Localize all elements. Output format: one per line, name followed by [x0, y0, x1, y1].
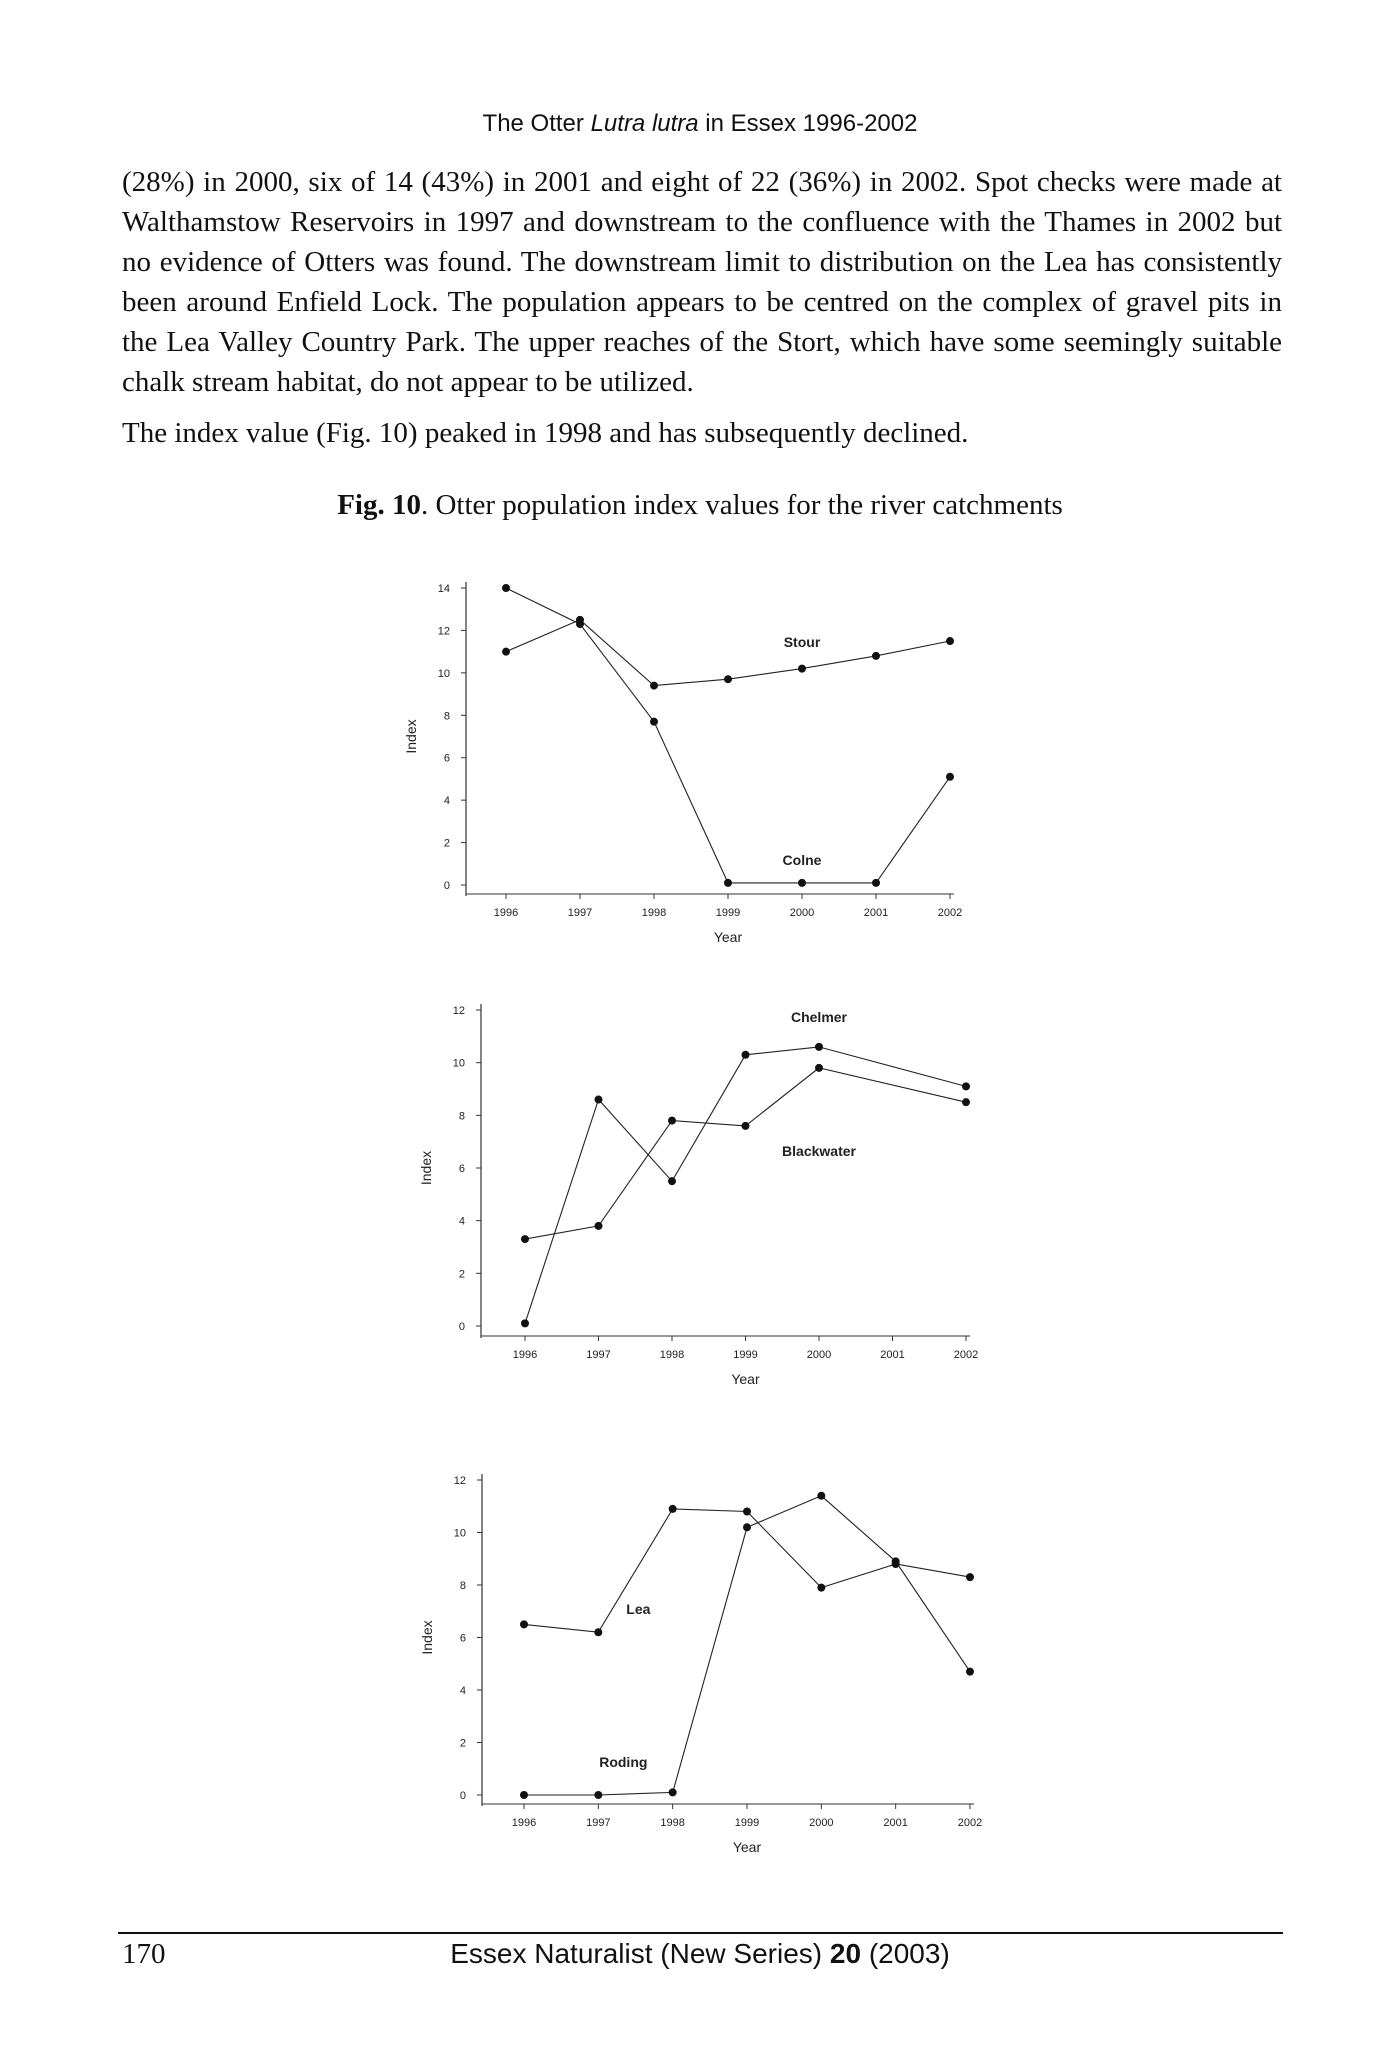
data-point-lea: [817, 1584, 825, 1592]
y-tick-label: 12: [452, 1005, 465, 1017]
data-point-roding: [520, 1791, 528, 1799]
data-point-roding: [966, 1668, 974, 1676]
y-tick-label: 10: [437, 667, 450, 680]
data-point-blackwater: [815, 1064, 823, 1072]
y-tick-label: 0: [443, 880, 450, 892]
y-tick-label: 0: [459, 1790, 466, 1802]
y-tick-label: 2: [458, 1268, 465, 1281]
x-tick-label: 2001: [883, 1817, 908, 1829]
page-number: 170: [122, 1938, 166, 1970]
series-label-lea: Lea: [626, 1601, 651, 1618]
data-point-lea: [743, 1508, 751, 1516]
y-tick-label: 6: [458, 1163, 465, 1175]
y-tick-label: 8: [459, 1580, 466, 1592]
series-line-roding: [524, 1496, 970, 1795]
series-line-blackwater: [525, 1068, 966, 1239]
y-tick-label: 2: [459, 1737, 466, 1750]
y-tick-label: 8: [443, 710, 450, 723]
x-tick-label: 1999: [734, 1817, 760, 1829]
data-point-chelmer: [595, 1096, 603, 1104]
data-point-chelmer: [668, 1177, 676, 1185]
series-line-colne: [506, 588, 950, 883]
y-axis-title: Index: [418, 1150, 434, 1186]
data-point-stour: [724, 675, 732, 683]
x-tick-label: 1997: [586, 1817, 611, 1829]
data-point-colne: [576, 620, 584, 628]
x-tick-label: 1996: [493, 907, 519, 919]
y-tick-label: 4: [458, 1215, 465, 1228]
x-axis-title: Year: [732, 1839, 762, 1855]
data-point-roding: [817, 1492, 825, 1500]
data-point-blackwater: [521, 1235, 529, 1243]
data-point-blackwater: [962, 1098, 970, 1106]
x-tick-label: 2000: [789, 907, 815, 919]
running-head: [0, 110, 1400, 138]
y-tick-label: 4: [443, 795, 450, 808]
journal-volume: 20: [829, 1938, 862, 1969]
x-tick-label: 1998: [641, 907, 667, 919]
y-tick-label: 14: [437, 583, 450, 595]
data-point-stour: [798, 665, 806, 673]
data-point-stour: [872, 652, 880, 660]
series-label-stour: Stour: [783, 634, 821, 651]
data-point-colne: [946, 773, 954, 781]
chart-stour-colne: [0, 570, 1400, 970]
x-tick-label: 1999: [733, 1349, 758, 1361]
data-point-stour: [502, 648, 510, 656]
figure-caption-text: . Otter population index values for the river catchments: [420, 489, 1063, 521]
body-paragraph-2: The index value (Fig. 10) peaked in 1998 and has subsequently declined.: [122, 417, 969, 449]
data-point-roding: [892, 1557, 900, 1565]
series-label-colne: Colne: [782, 851, 822, 868]
running-head-species: Lutra lutra: [590, 110, 699, 137]
y-tick-label: 10: [452, 1057, 465, 1070]
x-axis-title: Year: [713, 929, 743, 945]
figure-caption: [0, 489, 1400, 522]
chart-chelmer-blackwater: [0, 990, 1400, 1410]
data-point-roding: [669, 1788, 677, 1796]
y-tick-label: 4: [459, 1685, 466, 1697]
x-tick-label: 1998: [659, 1349, 685, 1361]
running-head-suffix: in Essex 1996-2002: [698, 110, 918, 137]
x-tick-label: 2001: [863, 907, 889, 919]
y-axis-title: Index: [403, 719, 419, 754]
series-label-chelmer: Chelmer: [790, 1008, 848, 1025]
x-tick-label: 2002: [957, 1817, 983, 1829]
y-tick-label: 2: [443, 837, 450, 850]
x-tick-label: 2000: [809, 1817, 834, 1829]
data-point-stour: [946, 637, 954, 645]
data-point-colne: [872, 879, 880, 887]
data-point-colne: [502, 584, 510, 592]
data-point-roding: [594, 1791, 602, 1799]
data-point-colne: [724, 879, 732, 887]
journal-citation: [0, 1938, 1400, 1970]
series-line-chelmer: [525, 1047, 966, 1324]
y-tick-label: 8: [458, 1110, 465, 1123]
x-tick-label: 2002: [953, 1349, 979, 1361]
x-tick-label: 1999: [715, 907, 741, 919]
x-tick-label: 1997: [567, 907, 593, 919]
journal-name: Essex Naturalist (New Series): [450, 1938, 830, 1969]
chart-lea-roding: [0, 1460, 1400, 1880]
x-tick-label: 2001: [880, 1349, 905, 1361]
figure-label: Fig. 10: [337, 489, 421, 521]
y-tick-label: 12: [437, 625, 450, 638]
data-point-chelmer: [521, 1319, 529, 1327]
data-point-lea: [520, 1620, 528, 1628]
data-point-blackwater: [595, 1222, 603, 1230]
x-tick-label: 1997: [586, 1349, 611, 1361]
y-tick-label: 10: [453, 1527, 466, 1540]
y-tick-label: 6: [459, 1632, 466, 1645]
series-label-roding: Roding: [599, 1754, 648, 1770]
running-head-prefix: The Otter: [482, 110, 591, 137]
data-point-roding: [743, 1523, 751, 1531]
body-paragraph-1: (28%) in 2000, six of 14 (43%) in 2001 and eight of 22 (36%) in 2002. Spot checks were made at Walthamstow Reservoirs in 1997 and downstream to the confluence with the Thames in 2002 but no evidence of Otters was found. The downstream limit to distribution on the Lea has consistently been around Enfield Lock. The population appears to be centred on the complex of gravel pits in the Lea Valley Country Park. The upper reaches of the Stort, which have some seemingly suitable chalk stream habitat, do not appear to be utilized.: [122, 166, 1282, 398]
data-point-blackwater: [742, 1122, 750, 1130]
journal-year: (2003): [861, 1938, 950, 1969]
series-label-blackwater: Blackwater: [782, 1142, 856, 1159]
x-tick-label: 2000: [806, 1349, 832, 1361]
data-point-chelmer: [815, 1043, 823, 1051]
footer-rule: [118, 1932, 1283, 1934]
x-tick-label: 1998: [660, 1817, 685, 1829]
x-tick-label: 2002: [937, 907, 963, 919]
data-point-lea: [594, 1628, 602, 1636]
data-point-lea: [669, 1505, 677, 1513]
x-tick-label: 1996: [511, 1817, 537, 1829]
y-axis-title: Index: [419, 1620, 435, 1655]
y-tick-label: 0: [458, 1321, 465, 1333]
data-point-colne: [650, 718, 658, 726]
data-point-stour: [650, 682, 658, 690]
data-point-colne: [798, 879, 806, 887]
y-tick-label: 12: [453, 1475, 466, 1487]
data-point-chelmer: [962, 1082, 970, 1090]
data-point-blackwater: [668, 1117, 676, 1125]
x-axis-title: Year: [731, 1371, 760, 1387]
data-point-lea: [966, 1573, 974, 1581]
data-point-chelmer: [742, 1051, 750, 1059]
x-tick-label: 1996: [512, 1349, 538, 1361]
y-tick-label: 6: [443, 752, 450, 765]
